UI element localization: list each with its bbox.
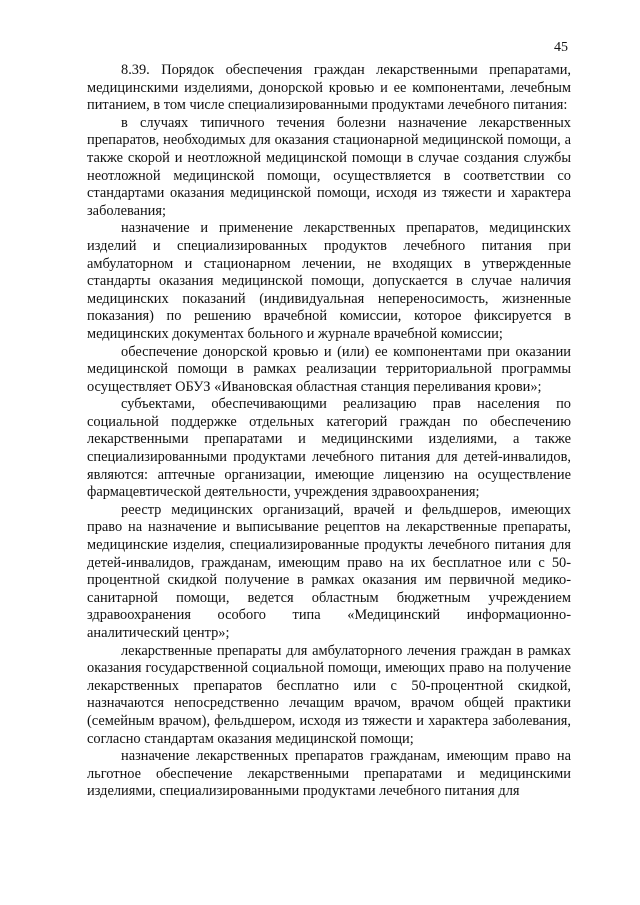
paragraph-registry: реестр медицинских организаций, врачей и фельдшеров, имеющих право на назначение и выписывание рецептов на лекарственные препараты, медицинские изделия, специализированные продукты лечебного питания для детей-инвалидов, гражданам, имеющим право на их бесплатное или с 50-процентной скидкой получение в рамках оказания им первичной медико-санитарной помощи, ведется областным бюджетным учреждением здравоохранения особого типа «Медицинский информационно-аналитический центр»; [87,501,571,641]
paragraph-donor-blood: обеспечение донорской кровью и (или) ее компонентами при оказании медицинской помощи в рамках реализации территориальной программы осуществляет ОБУЗ «Ивановская областная станция переливания крови»; [87,343,571,395]
page-number: 45 [554,40,568,55]
paragraph-preferential-prescription: назначение лекарственных препаратов гражданам, имеющим право на льготное обеспечение лекарственными препаратами и медицинскими изделиями, специализированными продуктами лечебного питания для [87,748,571,800]
paragraph-outpatient-drugs: лекарственные препараты для амбулаторного лечения граждан в рамках оказания государственной социальной помощи, имеющих право на получение лекарственных препаратов бесплатно или с 50-процентной скидкой, назначаются непосредственно лечащим врачом, врачом общей практики (семейным врачом), фельдшером, исходя из тяжести и характера заболевания, согласно стандартам оказания медицинской помощи; [87,642,571,747]
paragraph-subjects: субъектами, обеспечивающими реализацию прав населения по социальной поддержке отдельных категорий граждан по обеспечению лекарственными препаратами и медицинскими изделиями, а также специализированными продуктами лечебного питания для детей-инвалидов, являются: аптечные организации, имеющие лицензию на осуществление фармацевтической деятельности, учреждения здравоохранения; [87,396,571,501]
paragraph-nonstandard-prescription: назначение и применение лекарственных препаратов, медицинских изделий и специализированных продуктов лечебного питания при амбулаторном и стационарном лечении, не входящих в утвержденные стандарты оказания медицинской помощи, допускается в случае наличия медицинских показаний (индивидуальная непереносимость, жизненные показания) по решению врачебной комиссии, которое фиксируется в медицинских документах больного и журнале врачебной комиссии; [87,220,571,342]
section-8-39-heading: 8.39. Порядок обеспечения граждан лекарственными препаратами, медицинскими изделиями, донорской кровью и ее компонентами, лечебным питанием, в том числе специализированными продуктами лечебного питания: [87,62,571,114]
document-body [87,62,571,801]
paragraph-typical-course: в случаях типичного течения болезни назначение лекарственных препаратов, необходимых для оказания стационарной медицинской помощи, а также скорой и неотложной медицинской помощи в случае создания службы неотложной медицинской помощи, осуществляется в соответствии со стандартами оказания медицинской помощи, исходя из тяжести и характера заболевания; [87,114,571,219]
